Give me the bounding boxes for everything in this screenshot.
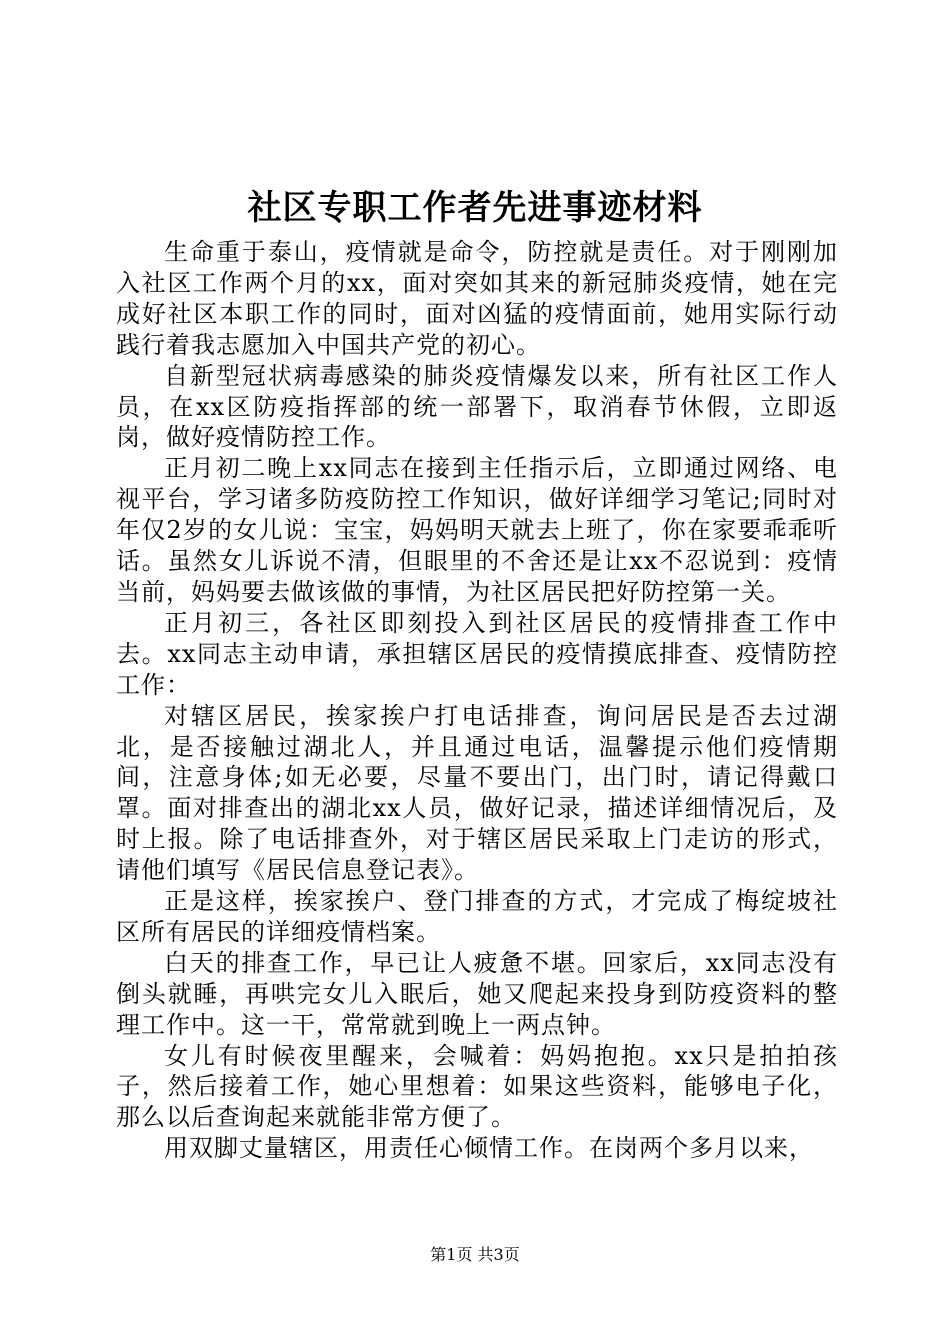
paragraph-2: 自新型冠状病毒感染的肺炎疫情爆发以来，所有社区工作人员，在xx区防疫指挥部的统一部署下，取消春节休假，立即返岗，做好疫情防控工作。 bbox=[116, 361, 838, 452]
paragraph-5: 对辖区居民，挨家挨户打电话排查，询问居民是否去过湖北，是否接触过湖北人，并且通过电话，温馨提示他们疫情期间，注意身体;如无必要，尽量不要出门，出门时，请记得戴口罩。面对排查出的湖北xx人员，做好记录，描述详细情况后，及时上报。除了电话排查外，对于辖区居民采取上门走访的形式，请他们填写《居民信息登记表》。 bbox=[116, 701, 838, 885]
paragraph-1: 生命重于泰山，疫情就是命令，防控就是责任。对于刚刚加入社区工作两个月的xx，面对突如其来的新冠肺炎疫情，她在完成好社区本职工作的同时，面对凶猛的疫情面前，她用实际行动践行着我志愿加入中国共产党的初心。 bbox=[116, 238, 838, 359]
paragraph-3: 正月初二晚上xx同志在接到主任指示后，立即通过网络、电视平台，学习诸多防疫防控工作知识，做好详细学习笔记;同时对年仅2岁的女儿说：宝宝，妈妈明天就去上班了，你在家要乖乖听话。虽然女儿诉说不清，但眼里的不舍还是让xx不忍说到：疫情当前，妈妈要去做该做的事情，为社区居民把好防控第一关。 bbox=[116, 454, 838, 606]
document-body bbox=[116, 237, 838, 1164]
paragraph-6: 正是这样，挨家挨户、登门排查的方式，才完成了梅绽坡社区所有居民的详细疫情档案。 bbox=[116, 887, 838, 946]
paragraph-8: 女儿有时候夜里醒来，会喊着：妈妈抱抱。xx只是拍拍孩子，然后接着工作，她心里想着：如果这些资料，能够电子化，那么以后查询起来就能非常方便了。 bbox=[116, 1041, 838, 1132]
paragraph-4: 正月初三，各社区即刻投入到社区居民的疫情排查工作中去。xx同志主动申请，承担辖区居民的疫情摸底排查、疫情防控工作： bbox=[116, 608, 838, 699]
document-title: 社区专职工作者先进事迹材料 bbox=[247, 188, 703, 228]
page-footer: 第1页 共3页 bbox=[430, 1245, 520, 1264]
paragraph-7: 白天的排查工作，早已让人疲惫不堪。回家后，xx同志没有倒头就睡，再哄完女儿入眠后，她又爬起来投身到防疫资料的整理工作中。这一干，常常就到晚上一两点钟。 bbox=[116, 948, 838, 1039]
paragraph-9: 用双脚丈量辖区，用责任心倾情工作。在岗两个多月以来， bbox=[164, 1134, 814, 1163]
